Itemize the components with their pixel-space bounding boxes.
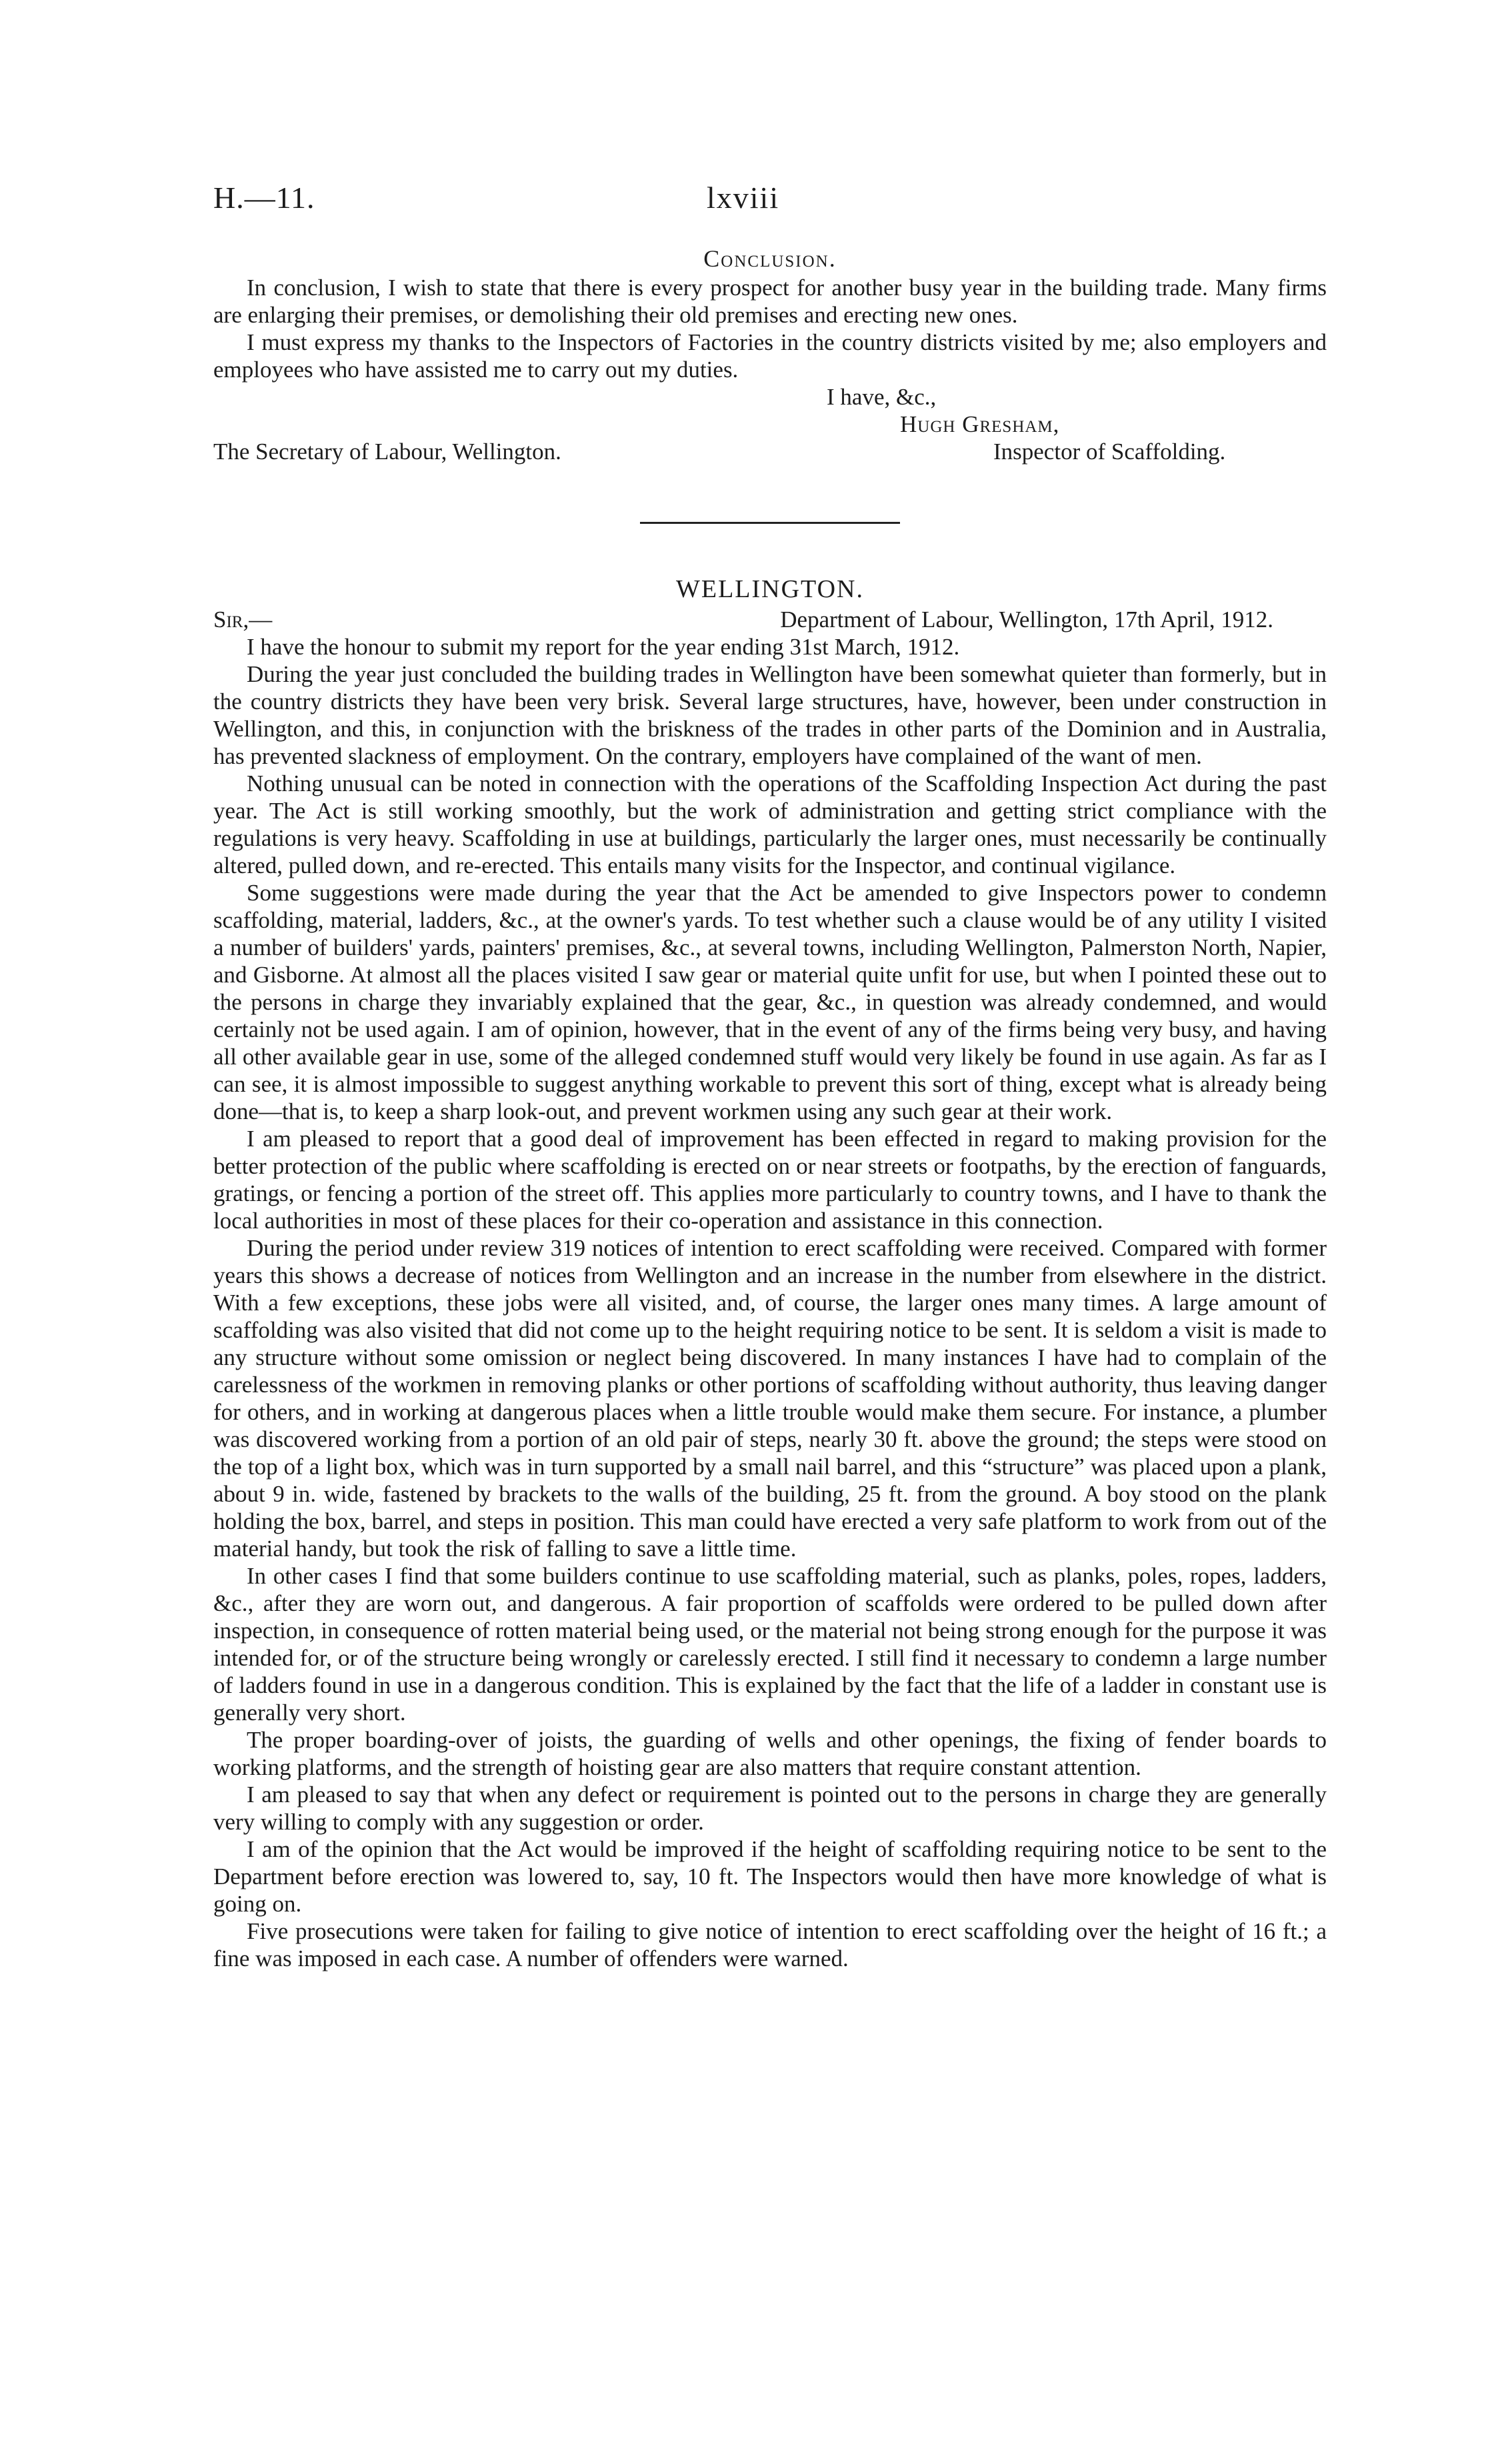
report-body bbox=[213, 245, 1327, 1972]
sign-off: I have, &c., bbox=[827, 384, 937, 410]
signature-block bbox=[213, 383, 1327, 463]
report-paragraph: I am pleased to say that when any defect or requirement is pointed out to the persons in charge they are generally very willing to comply with any suggestion or order. bbox=[213, 1782, 1327, 1835]
wellington-heading: WELLINGTON. bbox=[676, 575, 864, 603]
signatory-title: Inspector of Scaffolding. bbox=[993, 439, 1226, 465]
page-number: lxviii bbox=[707, 181, 780, 215]
report-paragraph: The proper boarding-over of joists, the guarding of wells and other openings, the fixing of fender boards to working platforms, and the strength of hoisting gear are also matters that require constant attention. bbox=[213, 1727, 1327, 1780]
report-paragraph: Nothing unusual can be noted in connection with the operations of the Scaffolding Inspection Act during the past year. The Act is still working smoothly, but the work of administration and getting strict compliance with the regulations is very heavy. Scaffolding in use at buildings, particularly the larger ones, must necessarily be continually altered, pulled down, and re-erected. This entails many visits for the Inspector, and continual vigilance. bbox=[213, 770, 1327, 878]
report-paragraph: During the period under review 319 notices of intention to erect scaffolding were received. Compared with former years this shows a decrease of notices from Wellington and an increase in the number from elsewhere in the district. With a few exceptions, these jobs were all visited, and, of course, the larger ones many times. A large amount of scaffolding was also visited that did not come up to the height requiring notice to be sent. It is seldom a visit is made to any structure without some omission or neglect being discovered. In many instances I have had to complain of the carelessness of the workmen in removing planks or other portions of scaffolding without authority, thus leaving danger for others, and in working at dangerous places when a little trouble would make them secure. For instance, a plumber was discovered working from a portion of an old pair of steps, nearly 30 ft. above the ground; the steps were stood on the top of a light box, which was in turn supported by a small nail barrel, and this “structure” was placed upon a plank, about 9 in. wide, fastened by brackets to the walls of the building, 25 ft. from the ground. A boy stood on the plank holding the box, barrel, and steps in position. This man could have erected a very safe platform to work from out of the material handy, but took the risk of falling to save a little time. bbox=[213, 1235, 1327, 1562]
section-divider bbox=[640, 522, 900, 524]
report-reference-code: H.—11. bbox=[213, 181, 315, 215]
addressee: The Secretary of Labour, Wellington. bbox=[213, 439, 561, 465]
report-paragraph: I am pleased to report that a good deal of improvement has been effected in regard to making provision for the better protection of the public where scaffolding is erected on or near streets or footpaths, by the erection of fanguards, gratings, or fencing a portion of the street off. This applies more particularly to country towns, and I have to thank the local authorities in most of these places for their co-operation and assistance in this connection. bbox=[213, 1126, 1327, 1234]
salutation: Sir,— bbox=[213, 607, 273, 632]
report-paragraph: I am of the opinion that the Act would be improved if the height of scaffolding requiring notice to be sent to the Department before erection was lowered to, say, 10 ft. The Inspectors would then have more knowledge of what is going on. bbox=[213, 1836, 1327, 1917]
page-header bbox=[213, 180, 1347, 220]
report-paragraph: Five prosecutions were taken for failing to give notice of intention to erect scaffolding over the height of 16 ft.; a fine was imposed in each case. A number of offenders were warned. bbox=[213, 1918, 1327, 1971]
signatory-name: Hugh Gresham, bbox=[900, 411, 1060, 437]
conclusion-paragraph: In conclusion, I wish to state that there is every prospect for another busy year in the building trade. Many firms are enlarging their premises, or demolishing their old premises and erecting new ones. bbox=[213, 275, 1327, 328]
report-paragraph: In other cases I find that some builders continue to use scaffolding material, such as planks, poles, ropes, ladders, &c., after they are worn out, and dangerous. A fair proportion of scaffolds were ordered to be pulled down after inspection, in consequence of rotten material being used, or the material not being strong enough for the purpose it was intended for, or of the structure being wrongly or carelessly erected. I still find it necessary to condemn a large number of ladders found in use in a dangerous condition. This is explained by the fact that the life of a ladder in constant use is generally very short. bbox=[213, 1563, 1327, 1726]
salutation-line bbox=[213, 606, 1327, 633]
conclusion-paragraph: I must express my thanks to the Inspectors of Factories in the country districts visited by me; also employers and employees who have assisted me to carry out my duties. bbox=[213, 329, 1327, 383]
report-paragraph: I have the honour to submit my report for the year ending 31st March, 1912. bbox=[247, 634, 960, 660]
conclusion-heading: Conclusion. bbox=[703, 245, 837, 272]
dateline: Department of Labour, Wellington, 17th April, 1912. bbox=[780, 607, 1273, 632]
report-paragraph: During the year just concluded the building trades in Wellington have been somewhat quieter than formerly, but in the country districts they have been very brisk. Several large structures, have, however, been under construction in Wellington, and this, in conjunction with the briskness of the trades in other parts of the Dominion and in Australia, has prevented slackness of employment. On the contrary, employers have complained of the want of men. bbox=[213, 661, 1327, 769]
report-paragraph: Some suggestions were made during the year that the Act be amended to give Inspectors power to condemn scaffolding, material, ladders, &c., at the owner's yards. To test whether such a clause would be of any utility I visited a number of builders' yards, painters' premises, &c., at several towns, including Wellington, Palmerston North, Napier, and Gisborne. At almost all the places visited I saw gear or material quite unfit for use, but when I pointed these out to the persons in charge they invariably explained that the gear, &c., in question was already condemned, and would certainly not be used again. I am of opinion, however, that in the event of any of the firms being very busy, and having all other available gear in use, some of the alleged condemned stuff would very likely be found in use again. As far as I can see, it is almost impossible to suggest anything workable to prevent this sort of thing, except what is already being done—that is, to keep a sharp look-out, and prevent workmen using any such gear at their work. bbox=[213, 880, 1327, 1124]
